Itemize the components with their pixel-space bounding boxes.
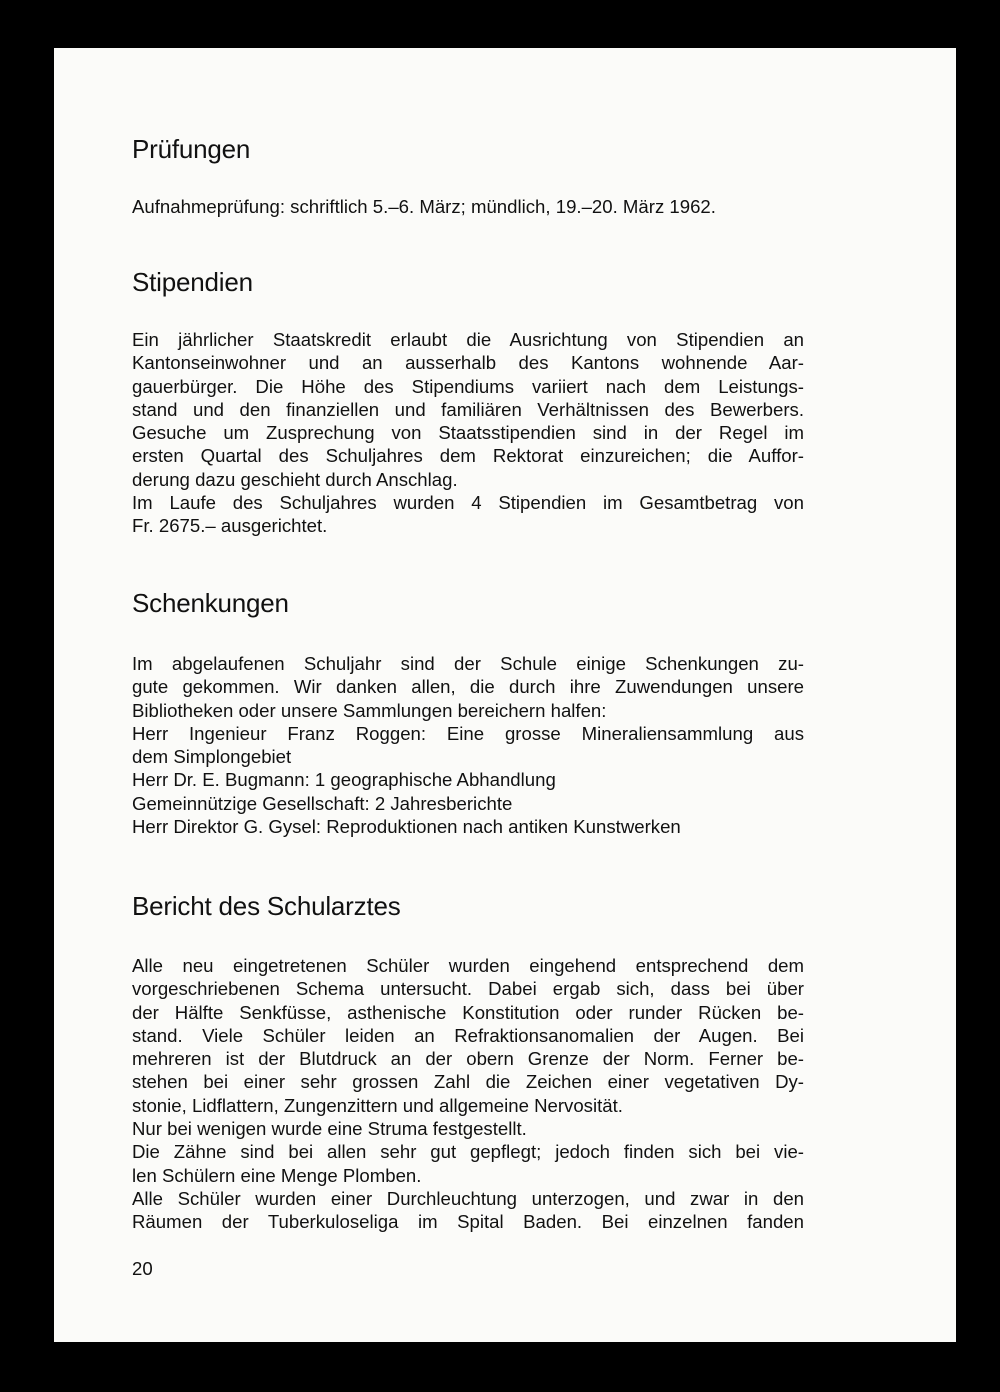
document-page xyxy=(54,48,956,1342)
text-line: gute gekommen. Wir danken allen, die durch ihre Zuwendungen unsere xyxy=(132,676,804,698)
text-line: Herr Ingenieur Franz Roggen: Eine grosse Mineraliensammlung aus xyxy=(132,722,804,744)
text-line: Aufnahmeprüfung: schriftlich 5.–6. März; mündlich, 19.–20. März 1962. xyxy=(132,196,716,217)
paragraph-schularzt xyxy=(132,954,804,1234)
text-line: stonie, Lidflattern, Zungenzittern und allgemeine Nervosität. xyxy=(132,1094,623,1116)
text-line: derung dazu geschieht durch Anschlag. xyxy=(132,468,458,490)
heading-bericht-des-schularztes: Bericht des Schularztes xyxy=(132,891,401,921)
text-line: Kantonseinwohner und an ausserhalb des Kantons wohnende Aar- xyxy=(132,352,804,374)
text-line: ersten Quartal des Schuljahres dem Rektorat einzureichen; die Auffor- xyxy=(132,445,804,467)
text-line: dem Simplongebiet xyxy=(132,746,292,768)
text-line: stehen bei einer sehr grossen Zahl die Zeichen einer vegetativen Dy- xyxy=(132,1071,804,1093)
text-line: Ein jährlicher Staatskredit erlaubt die Ausrichtung von Stipendien an xyxy=(132,329,804,350)
text-line: Die Zähne sind bei allen sehr gut gepflegt; jedoch finden sich bei vie- xyxy=(132,1141,804,1163)
text-line: Herr Dr. E. Bugmann: 1 geographische Abhandlung xyxy=(132,769,556,791)
text-line: der Hälfte Senkfüsse, asthenische Konstitution oder runder Rücken be- xyxy=(132,1001,804,1023)
text-line: Bibliotheken oder unsere Sammlungen bereichern halfen: xyxy=(132,699,607,721)
text-line: mehreren ist der Blutdruck an der obern Grenze der Norm. Ferner be- xyxy=(132,1048,804,1070)
heading-schenkungen: Schenkungen xyxy=(132,588,289,618)
text-line: Gemeinnützige Gesellschaft: 2 Jahresberichte xyxy=(132,792,513,814)
text-line: Alle neu eingetretenen Schüler wurden eingehend entsprechend dem xyxy=(132,955,804,976)
text-line: stand. Viele Schüler leiden an Refraktionsanomalien der Augen. Bei xyxy=(132,1024,804,1046)
paragraph-stipendien xyxy=(132,328,804,538)
text-line: Im Laufe des Schuljahres wurden 4 Stipendien im Gesamtbetrag von xyxy=(132,492,804,514)
text-line: Räumen der Tuberkuloseliga im Spital Baden. Bei einzelnen fanden xyxy=(132,1211,804,1233)
page-number: 20 xyxy=(132,1258,153,1279)
text-line: Im abgelaufenen Schuljahr sind der Schule einige Schenkungen zu- xyxy=(132,653,804,674)
text-line: vorgeschriebenen Schema untersucht. Dabei ergab sich, dass bei über xyxy=(132,978,804,1000)
text-line: gauerbürger. Die Höhe des Stipendiums variiert nach dem Leistungs- xyxy=(132,375,804,397)
heading-stipendien: Stipendien xyxy=(132,267,253,297)
text-line: Gesuche um Zusprechung von Staatsstipendien sind in der Regel im xyxy=(132,422,804,444)
paragraph-schenkungen xyxy=(132,652,804,838)
text-line: Herr Direktor G. Gysel: Reproduktionen nach antiken Kunstwerken xyxy=(132,816,681,838)
text-line: len Schülern eine Menge Plomben. xyxy=(132,1164,422,1186)
heading-pruefungen: Prüfungen xyxy=(132,134,251,164)
paragraph-pruefungen xyxy=(132,195,804,218)
text-line: Fr. 2675.– ausgerichtet. xyxy=(132,515,328,537)
text-line: stand und den finanziellen und familiären Verhältnissen des Bewerbers. xyxy=(132,398,804,420)
text-line: Nur bei wenigen wurde eine Struma festgestellt. xyxy=(132,1118,527,1140)
text-line: Alle Schüler wurden einer Durchleuchtung unterzogen, und zwar in den xyxy=(132,1187,804,1209)
